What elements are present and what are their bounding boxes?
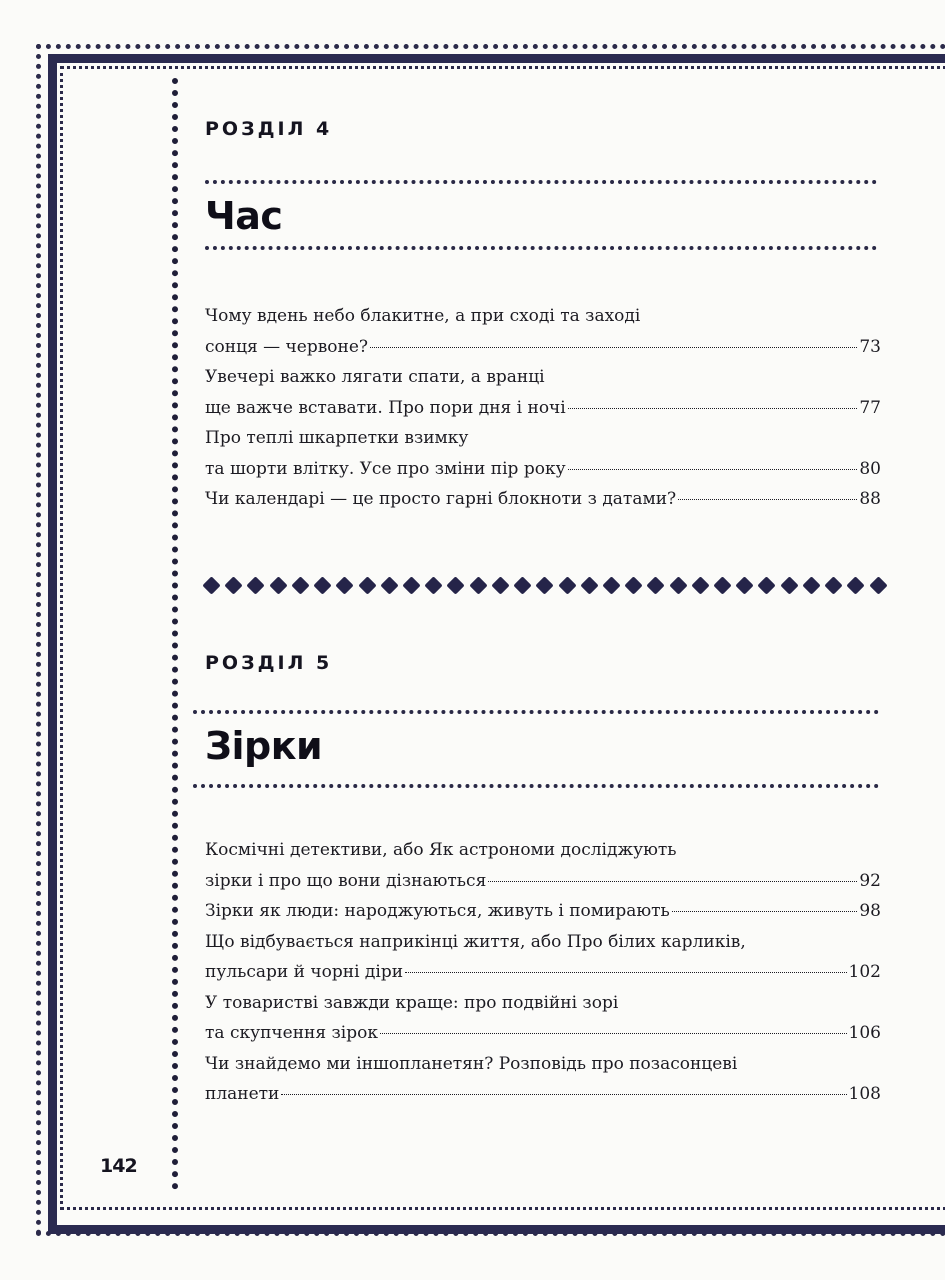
diamond-ornament bbox=[602, 576, 620, 594]
diamond-ornament bbox=[380, 576, 398, 594]
toc-entry-title-line: ще важче вставати. Про пори дня і ночі bbox=[205, 397, 566, 418]
toc-entry[interactable] bbox=[205, 1049, 881, 1110]
section-title: Зірки bbox=[205, 724, 323, 768]
dot-leader bbox=[672, 911, 858, 912]
diamond-ornament bbox=[402, 576, 420, 594]
diamond-ornament-divider bbox=[205, 571, 885, 599]
toc-entry-title-line: Космічні детективи, або Як астрономи досліджують bbox=[205, 840, 677, 860]
section-label: РОЗДІЛ 5 bbox=[205, 652, 333, 674]
diamond-ornament bbox=[713, 576, 731, 594]
diamond-ornament bbox=[513, 576, 531, 594]
toc-entry-title-line: та шорти влітку. Усе про зміни пір року bbox=[205, 458, 566, 479]
toc-entry[interactable] bbox=[205, 484, 881, 515]
diamond-ornament bbox=[780, 576, 798, 594]
page-number: 142 bbox=[100, 1155, 137, 1177]
toc-page-number: 102 bbox=[848, 962, 881, 982]
diamond-ornament bbox=[247, 576, 265, 594]
dotted-separator-bottom bbox=[205, 246, 877, 250]
diamond-ornament bbox=[758, 576, 776, 594]
toc-entry-title-line: Чи знайдемо ми іншопланетян? Розповідь про позасонцеві bbox=[205, 1053, 738, 1074]
diamond-ornament bbox=[669, 576, 687, 594]
toc-page-number: 73 bbox=[859, 336, 881, 357]
diamond-ornament bbox=[736, 576, 754, 594]
diamond-ornament bbox=[847, 576, 865, 594]
dot-leader bbox=[405, 972, 847, 973]
toc-entry-title-line: зірки і про що вони дізнаються bbox=[205, 870, 487, 891]
toc-page-number: 108 bbox=[848, 1084, 881, 1104]
section-title: Час bbox=[205, 194, 283, 238]
toc-entry-title-line: Чи календарі — це просто гарні блокноти з датами? bbox=[205, 489, 677, 509]
toc-page-number: 77 bbox=[859, 397, 881, 418]
diamond-ornament bbox=[336, 576, 354, 594]
section-label: РОЗДІЛ 4 bbox=[205, 118, 333, 140]
dot-leader bbox=[568, 469, 858, 470]
toc-entry[interactable] bbox=[205, 927, 881, 988]
diamond-ornament bbox=[447, 576, 465, 594]
toc-entry[interactable] bbox=[205, 988, 881, 1049]
diamond-ornament bbox=[824, 576, 842, 594]
toc-entry-title-line: сонця — червоне? bbox=[205, 336, 369, 357]
toc-entry[interactable] bbox=[205, 896, 881, 927]
diamond-ornament bbox=[624, 576, 642, 594]
diamond-ornament bbox=[536, 576, 554, 594]
dotted-separator-bottom bbox=[193, 784, 879, 788]
dot-leader bbox=[678, 499, 857, 500]
dotted-separator-top bbox=[193, 710, 879, 714]
diamond-ornament bbox=[580, 576, 598, 594]
diamond-ornament bbox=[202, 576, 220, 594]
toc-entry[interactable] bbox=[205, 423, 881, 484]
dot-leader bbox=[370, 347, 857, 348]
toc-entry-title-line: Зірки як люди: народжуються, живуть і помирають bbox=[205, 901, 670, 921]
dot-leader bbox=[281, 1094, 846, 1095]
dot-leader bbox=[488, 881, 857, 882]
diamond-ornament bbox=[647, 576, 665, 594]
dot-leader bbox=[568, 408, 858, 409]
diamond-ornament bbox=[225, 576, 243, 594]
dotted-separator-top bbox=[205, 180, 877, 184]
dot-leader bbox=[380, 1033, 847, 1034]
toc-entry-title-line: Чому вдень небо блакитне, а при сході та заході bbox=[205, 306, 641, 326]
toc-entry-title-line: Що відбувається наприкінці життя, або Про білих карликів, bbox=[205, 931, 746, 952]
toc-entry-title-line: та скупчення зірок bbox=[205, 1023, 378, 1043]
diamond-ornament bbox=[869, 576, 887, 594]
toc-entry-title-line: У товаристві завжди краще: про подвійні зорі bbox=[205, 992, 619, 1013]
diamond-ornament bbox=[269, 576, 287, 594]
toc-entry[interactable] bbox=[205, 301, 881, 362]
vertical-dotted-rule bbox=[172, 78, 178, 1190]
diamond-ornament bbox=[802, 576, 820, 594]
diamond-ornament bbox=[424, 576, 442, 594]
toc-entry[interactable] bbox=[205, 362, 881, 423]
toc-entry-title-line: Увечері важко лягати спати, а вранці bbox=[205, 367, 545, 387]
diamond-ornament bbox=[358, 576, 376, 594]
diamond-ornament bbox=[469, 576, 487, 594]
diamond-ornament bbox=[291, 576, 309, 594]
toc-entry[interactable] bbox=[205, 835, 881, 896]
section-5 bbox=[205, 652, 885, 1104]
diamond-ornament bbox=[691, 576, 709, 594]
toc-page-number: 88 bbox=[859, 489, 881, 509]
diamond-ornament bbox=[558, 576, 576, 594]
diamond-ornament bbox=[491, 576, 509, 594]
diamond-ornament bbox=[313, 576, 331, 594]
toc-page-number: 92 bbox=[859, 870, 881, 891]
section-4 bbox=[205, 118, 885, 509]
toc-entry-title-line: планети bbox=[205, 1084, 280, 1104]
toc-list bbox=[205, 835, 881, 1110]
toc-list bbox=[205, 301, 881, 515]
toc-page-number: 80 bbox=[859, 458, 881, 479]
toc-entry-title-line: Про теплі шкарпетки взимку bbox=[205, 428, 469, 448]
toc-page-number: 98 bbox=[859, 901, 881, 921]
toc-entry-title-line: пульсари й чорні діри bbox=[205, 962, 404, 982]
toc-page-number: 106 bbox=[848, 1023, 881, 1043]
